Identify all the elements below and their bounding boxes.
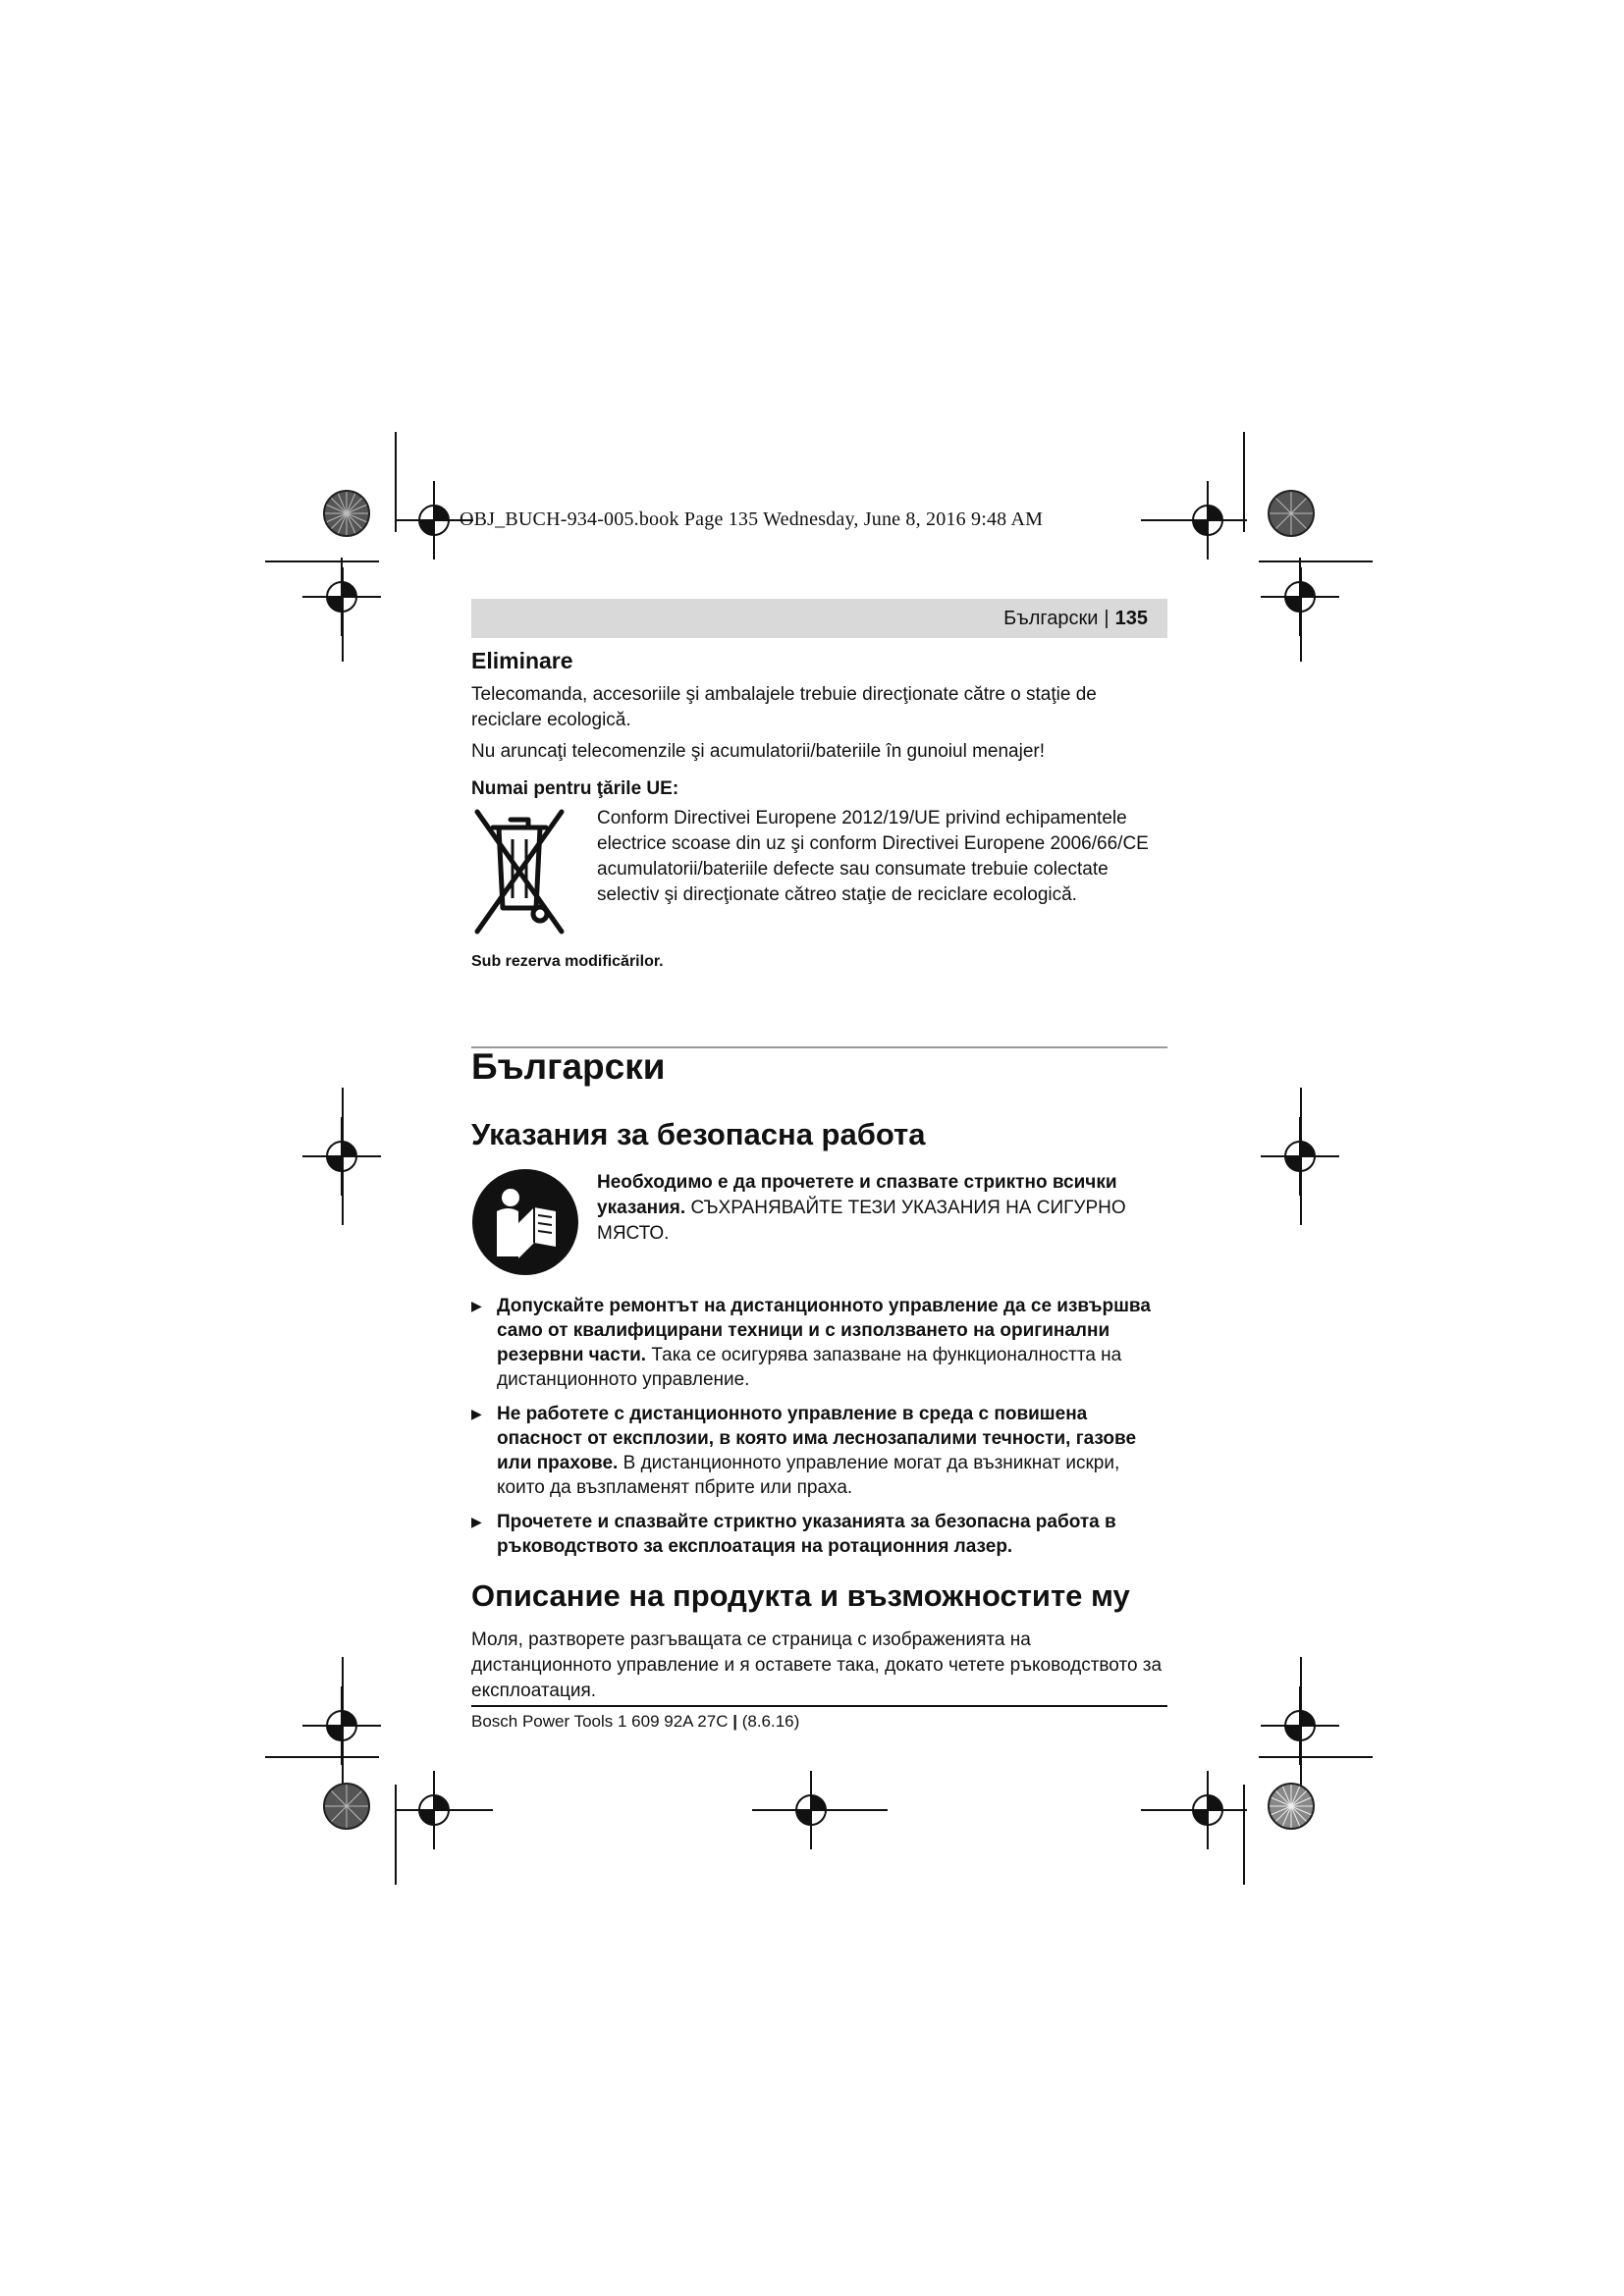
product-description [471, 1628, 1167, 1704]
crop-line-upper-right-vertical [1300, 567, 1302, 662]
crop-line-mid-left-vertical [342, 1088, 344, 1225]
crossed-out-wheelie-bin-icon [471, 806, 568, 941]
eu-directive-text: Conform Directivei Europene 2012/19/UE privind echipamentele electrice scoase din uz şi conform Directivei Europene 2006/66/CE acumulatorii/bateriile defecte sau consumate trebuie colectate selectiv şi direcţionate cătreo staţie de reciclare ecologică. [597, 808, 1149, 905]
reserve-note: Sub rezerva modificărilor. [471, 953, 664, 970]
list-item [471, 1402, 1167, 1500]
running-header [471, 599, 1167, 638]
crop-line-lower-right-vertical [1300, 1657, 1302, 1794]
list-item [471, 1294, 1167, 1392]
page-footer [471, 1712, 799, 1732]
product-heading: Описание на продукта и възможностите му [471, 1578, 1130, 1613]
footer-separator: | [732, 1712, 737, 1731]
footer-publisher: Bosch Power Tools 1 609 92A 27C [471, 1712, 729, 1731]
read-manual-icon [471, 1168, 579, 1276]
product-text: Моля, разтворете разгъващата се страница с изображенията на дистанционното управление и я оставете така, докато четете ръководството за експлоатация. [471, 1629, 1163, 1701]
header-separator: | [1104, 607, 1110, 629]
page-number: 135 [1114, 607, 1148, 629]
list-item [471, 1510, 1167, 1559]
romanian-disposal-section [471, 648, 1167, 971]
safety-intro-bold: Необходимо е да прочетете и спазвате стриктно всички указания. [597, 1172, 1117, 1218]
bullet-bold-text: Прочетете и спазвайте стриктно указанията за безопасна работа в ръководството за експлоатация на ротационния лазер. [497, 1512, 1116, 1557]
safety-intro-rest: СЪХРАНЯВАЙТЕ ТЕЗИ УКАЗАНИЯ НА СИГУРНО МЯСТО. [597, 1198, 1126, 1244]
crop-line-upper-left-vertical [342, 567, 344, 662]
crop-line-top-right-extension [1141, 519, 1212, 521]
crop-line-bottom-center [752, 1809, 888, 1811]
bullet-text: Така се осигурява запазване на функционалността на дистанционното управление. [497, 1345, 1122, 1390]
disposal-warning: Nu aruncaţi telecomenzile şi acumulatorii/bateriile în gunoiul menajer! [471, 741, 1046, 762]
bullet-bold-text: Допускайте ремонтът на дистанционното управление да се извършва само от квалифицирани техници и с използването на оригинални резервни части. [497, 1296, 1151, 1365]
bullet-text: В дистанционното управление могат да възникнат искри, които да възпламенят пбрите или праха. [497, 1453, 1120, 1498]
color-target-icon [322, 1782, 371, 1831]
color-target-icon [1267, 489, 1316, 538]
triangle-bullet-icon: ▶ [471, 1298, 482, 1313]
disposal-paragraph: Telecomanda, accesoriile şi ambalajele trebuie direcţionate către o staţie de reciclare ecologică. [471, 684, 1097, 730]
crop-line-bottom-right-extension [1141, 1809, 1212, 1811]
crop-line-top-left-extension [403, 519, 454, 521]
disposal-heading: Eliminare [471, 648, 573, 673]
footer-rule [471, 1705, 1167, 1707]
crop-line-bottom-left-extension [403, 1809, 493, 1811]
header-section-name: Български [1003, 607, 1099, 629]
print-meta-line: OBJ_BUCH-934-005.book Page 135 Wednesday, June 8, 2016 9:48 AM [460, 508, 1044, 530]
eu-block [471, 806, 1167, 941]
safety-heading: Указания за безопасна работа [471, 1117, 926, 1151]
color-target-icon [1267, 1782, 1316, 1831]
safety-bullet-list [471, 1294, 1167, 1569]
crop-line-lower-left-vertical [342, 1657, 344, 1794]
triangle-bullet-icon: ▶ [471, 1406, 482, 1421]
crop-line-mid-right-vertical [1300, 1088, 1302, 1225]
language-title: Български [471, 1046, 666, 1087]
safety-intro [597, 1170, 1166, 1247]
footer-date: (8.6.16) [741, 1712, 800, 1731]
safety-intro-block [471, 1168, 1167, 1276]
color-target-icon [322, 489, 371, 538]
bullet-bold-text: Не работете с дистанционното управление в среда с повишена опасност от експлозии, в която има леснозапалими течности, газове или прахове. [497, 1404, 1137, 1473]
eu-heading: Numai pentru ţările UE: [471, 778, 679, 799]
triangle-bullet-icon: ▶ [471, 1514, 482, 1529]
